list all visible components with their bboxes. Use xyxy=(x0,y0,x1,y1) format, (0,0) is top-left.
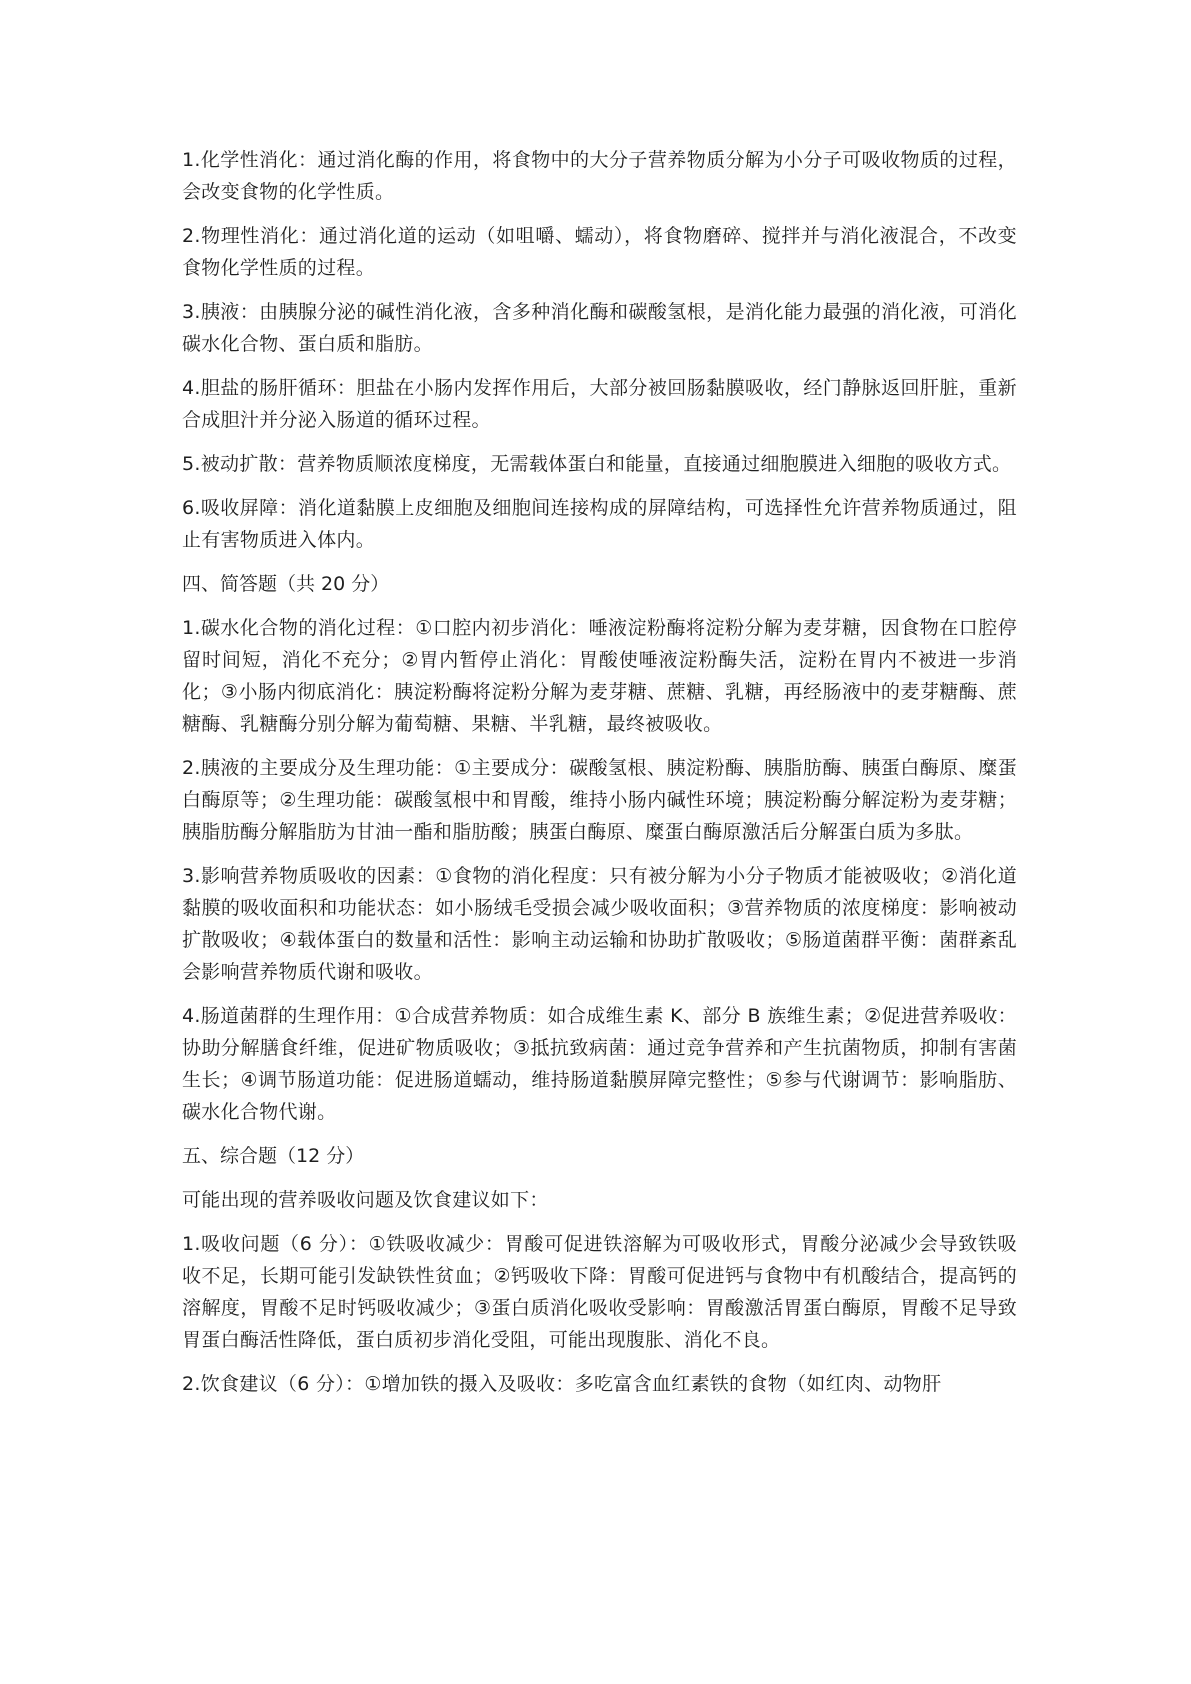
document-page xyxy=(182,144,1017,1412)
definition-pancreatic-juice: 3.胰液：由胰腺分泌的碱性消化液，含多种消化酶和碳酸氢根，是消化能力最强的消化液，可消化碳水化合物、蛋白质和脂肪。 xyxy=(182,301,1017,355)
answer-carbohydrate-digestion: 1.碳水化合物的消化过程：①口腔内初步消化：唾液淀粉酶将淀粉分解为麦芽糖，因食物在口腔停留时间短，消化不充分；②胃内暂停止消化：胃酸使唾液淀粉酶失活，淀粉在胃内不被进一步消化；③小肠内彻底消化：胰淀粉酶将淀粉分解为麦芽糖、蔗糖、乳糖，再经肠液中的麦芽糖酶、蔗糖酶、乳糖酶分别分解为葡萄糖、果糖、半乳糖，最终被吸收。 xyxy=(182,617,1017,735)
section-heading-short-answer: 四、简答题（共 20 分） xyxy=(182,573,390,595)
answer-gut-flora-function: 4.肠道菌群的生理作用：①合成营养物质：如合成维生素 K、部分 B 族维生素；②促进营养吸收：协助分解膳食纤维，促进矿物质吸收；③抵抗致病菌：通过竞争营养和产生抗菌物质，抑制有害菌生长；④调节肠道功能：促进肠道蠕动，维持肠道黏膜屏障完整性；⑤参与代谢调节：影响脂肪、碳水化合物代谢。 xyxy=(182,1005,1017,1123)
definition-chemical-digestion: 1.化学性消化：通过消化酶的作用，将食物中的大分子营养物质分解为小分子可吸收物质的过程，会改变食物的化学性质。 xyxy=(182,149,1017,203)
definition-passive-diffusion: 5.被动扩散：营养物质顺浓度梯度，无需载体蛋白和能量，直接通过细胞膜进入细胞的吸收方式。 xyxy=(182,453,1012,475)
definition-absorption-barrier: 6.吸收屏障：消化道黏膜上皮细胞及细胞间连接构成的屏障结构，可选择性允许营养物质通过，阻止有害物质进入体内。 xyxy=(182,497,1017,551)
answer-absorption-factors: 3.影响营养物质吸收的因素：①食物的消化程度：只有被分解为小分子物质才能被吸收；②消化道黏膜的吸收面积和功能状态：如小肠绒毛受损会减少吸收面积；③营养物质的浓度梯度：影响被动扩散吸收；④载体蛋白的数量和活性：影响主动运输和协助扩散吸收；⑤肠道菌群平衡：菌群紊乱会影响营养物质代谢和吸收。 xyxy=(182,865,1017,983)
comprehensive-intro: 可能出现的营养吸收问题及饮食建议如下： xyxy=(182,1189,549,1211)
section-heading-comprehensive: 五、综合题（12 分） xyxy=(182,1145,365,1167)
definition-physical-digestion: 2.物理性消化：通过消化道的运动（如咀嚼、蠕动），将食物磨碎、搅拌并与消化液混合，不改变食物化学性质的过程。 xyxy=(182,225,1017,279)
definition-bile-salt-circulation: 4.胆盐的肠肝循环：胆盐在小肠内发挥作用后，大部分被回肠黏膜吸收，经门静脉返回肝脏，重新合成胆汁并分泌入肠道的循环过程。 xyxy=(182,377,1017,431)
answer-pancreatic-juice-function: 2.胰液的主要成分及生理功能：①主要成分：碳酸氢根、胰淀粉酶、胰脂肪酶、胰蛋白酶原、糜蛋白酶原等；②生理功能：碳酸氢根中和胃酸，维持小肠内碱性环境；胰淀粉酶分解淀粉为麦芽糖；胰脂肪酶分解脂肪为甘油一酯和脂肪酸；胰蛋白酶原、糜蛋白酶原激活后分解蛋白质为多肽。 xyxy=(182,757,1017,843)
answer-diet-advice: 2.饮食建议（6 分）：①增加铁的摄入及吸收：多吃富含血红素铁的食物（如红肉、动物肝 xyxy=(182,1373,942,1395)
answer-absorption-problems: 1.吸收问题（6 分）：①铁吸收减少：胃酸可促进铁溶解为可吸收形式，胃酸分泌减少会导致铁吸收不足，长期可能引发缺铁性贫血；②钙吸收下降：胃酸可促进钙与食物中有机酸结合，提高钙的溶解度，胃酸不足时钙吸收减少；③蛋白质消化吸收受影响：胃酸激活胃蛋白酶原，胃酸不足导致胃蛋白酶活性降低，蛋白质初步消化受阻，可能出现腹胀、消化不良。 xyxy=(182,1233,1017,1351)
